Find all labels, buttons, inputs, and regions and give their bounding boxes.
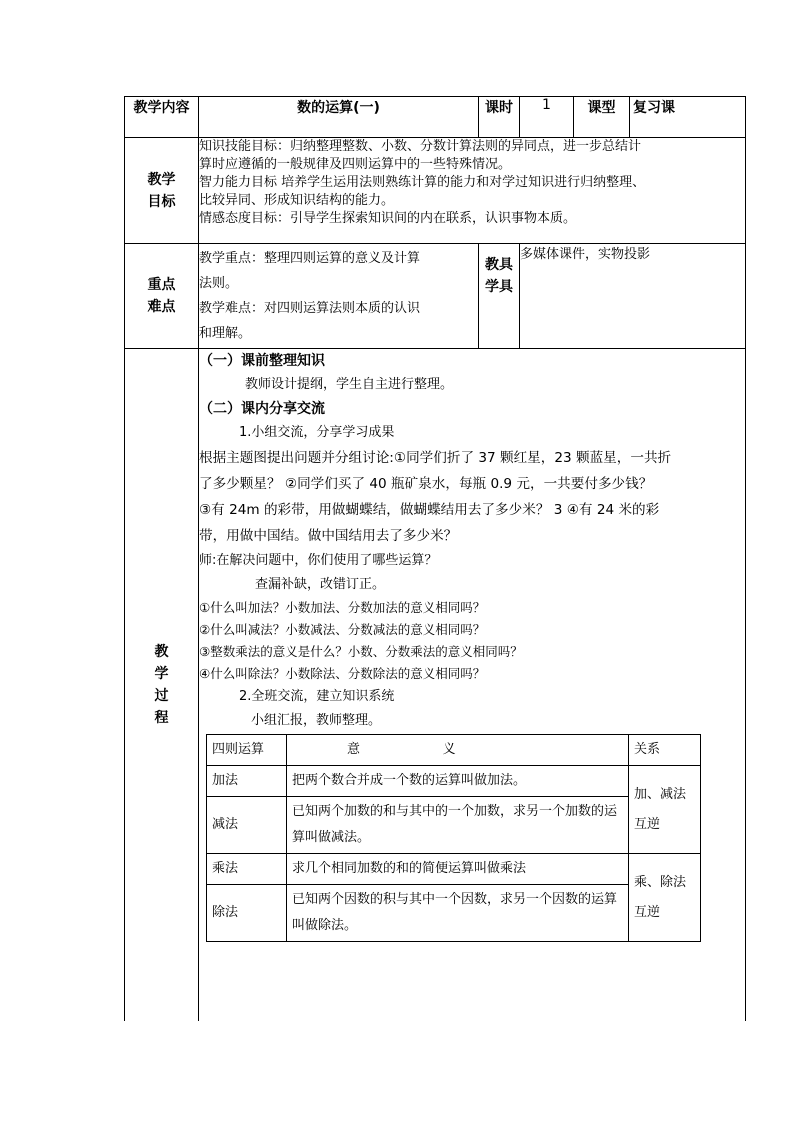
tools-value: 多媒体课件，实物投影	[520, 244, 746, 349]
ops-header-operation: 四则运算	[207, 735, 287, 766]
ops-row-op: 除法	[207, 885, 287, 942]
discussion-line: 带，用做中国结。做中国结用去了多少米？	[199, 528, 458, 544]
goal-line: 情感态度目标：引导学生探索知识间的内在联系，认识事物本质。	[199, 211, 577, 226]
ops-row-meaning: 已知两个加数的和与其中的一个加数，求另一个加数的运算叫做减法。	[287, 797, 629, 854]
ops-header-relation: 关系	[629, 735, 701, 766]
section2-title: （二）课内分享交流	[199, 401, 325, 417]
check-text: 查漏补缺，改错订正。	[255, 577, 386, 592]
ops-row-meaning: 求几个相同加数的和的简便运算叫做乘法	[287, 854, 629, 885]
discussion-line: 了多少颗星？ ②同学们买了 40 瓶矿泉水，每瓶 0.9 元，一共要付多少钱？	[199, 476, 653, 492]
step1-heading: 1.小组交流，分享学习成果	[239, 425, 395, 440]
question-item: ④什么叫除法？小数除法、分数除法的意义相同吗？	[199, 666, 486, 681]
keypoints-content	[199, 244, 479, 349]
process-label-char: 过	[154, 687, 169, 704]
question-item: ①什么叫加法？小数加法、分数加法的意义相同吗？	[199, 600, 486, 615]
goals-label-line2: 目标	[147, 193, 176, 210]
goal-line: 知识技能目标：归纳整理整数、小数、分数计算法则的异同点，进一步总结计	[199, 139, 642, 154]
ops-row-op: 加法	[207, 766, 287, 797]
lesson-plan-table	[124, 96, 746, 1021]
tools-label-line2: 学具	[485, 279, 513, 295]
period-value: 1	[520, 97, 574, 138]
goals-content	[199, 138, 746, 244]
lesson-plan	[124, 96, 745, 1020]
period-label: 课时	[479, 97, 520, 138]
content-label: 教学内容	[125, 97, 199, 138]
ops-relation-mul-div: 乘、除法互逆	[629, 854, 701, 942]
keypoints-label-line1: 重点	[147, 277, 176, 293]
operations-table	[206, 734, 701, 942]
ops-relation-add-sub: 加、减法互逆	[629, 766, 701, 854]
process-label	[125, 349, 199, 1021]
focus-line: 教学重点：整理四则运算的意义及计算	[199, 251, 421, 266]
tools-label-line1: 教具	[485, 257, 513, 273]
process-label-char: 程	[154, 709, 169, 726]
ops-row-op: 乘法	[207, 854, 287, 885]
goal-line: 比较异同、形成知识结构的能力。	[199, 193, 395, 208]
goals-label-line1: 教学	[147, 171, 176, 188]
process-label-char: 教	[154, 643, 169, 660]
type-value: 复习课	[630, 97, 746, 138]
keypoints-label-line2: 难点	[147, 299, 176, 315]
section1-title: （一）课前整理知识	[199, 353, 325, 369]
process-content	[199, 349, 746, 1021]
section1-text: 教师设计提纲，学生自主进行整理。	[245, 377, 454, 392]
ops-row-op: 减法	[207, 797, 287, 854]
teacher-question: 师:在解决问题中，你们使用了哪些运算？	[199, 553, 438, 568]
keypoints-label	[125, 244, 199, 349]
discussion-line: ③有 24m 的彩带，用做蝴蝶结，做蝴蝶结用去了多少米？ 3 ④有 24 米的彩	[199, 502, 660, 518]
lesson-title: 数的运算(一)	[199, 97, 479, 138]
ops-header-meaning: 意 义	[287, 735, 629, 766]
question-item: ②什么叫减法？小数减法、分数减法的意义相同吗？	[199, 622, 486, 637]
ops-row-meaning: 已知两个因数的积与其中一个因数，求另一个因数的运算叫做除法。	[287, 885, 629, 942]
step2-heading: 2.全班交流，建立知识系统	[239, 689, 395, 704]
process-label-char: 学	[154, 665, 169, 682]
tools-label	[479, 244, 520, 349]
goal-line: 智力能力目标 培养学生运用法则熟练计算的能力和对学过知识进行归纳整理、	[199, 175, 646, 190]
discussion-line: 根据主题图提出问题并分组讨论:①同学们折了 37 颗红星，23 颗蓝星，一共折	[199, 450, 672, 466]
goal-line: 算时应遵循的一般规律及四则运算中的一些特殊情况。	[199, 157, 512, 172]
type-label: 课型	[574, 97, 630, 138]
ops-row-meaning: 把两个数合并成一个数的运算叫做加法。	[287, 766, 629, 797]
focus-line: 法则。	[199, 276, 239, 291]
difficulty-line: 教学难点：对四则运算法则本质的认识	[199, 301, 421, 316]
question-item: ③整数乘法的意义是什么？小数、分数乘法的意义相同吗？	[199, 644, 523, 659]
goals-label	[125, 138, 199, 244]
difficulty-line: 和理解。	[199, 326, 252, 341]
report-text: 小组汇报，教师整理。	[251, 713, 382, 728]
